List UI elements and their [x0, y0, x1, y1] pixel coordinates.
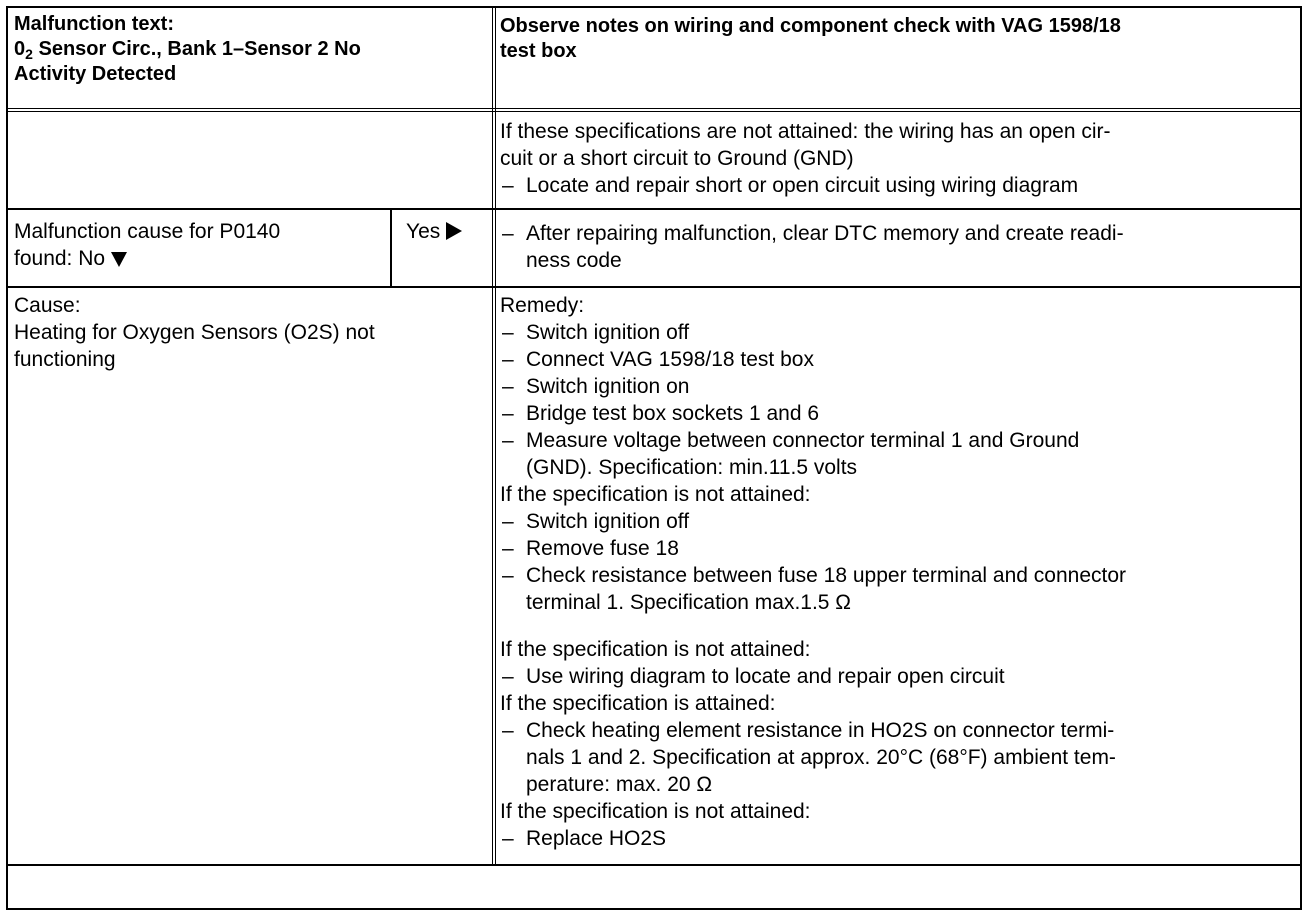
yes-branch: Yes — [406, 218, 490, 245]
spec-not-attained-block: If these specifications are not attained: the wiring has an open cir- cuit or a short circuit to Ground (GND) – Locate and repair short or open circuit using wiring diagram — [500, 118, 1300, 199]
remedy-step: – Replace HO2S — [500, 825, 1300, 852]
malfunction-code-line-3: Activity Detected — [14, 63, 177, 85]
remedy-step: – Bridge test box sockets 1 and 6 — [500, 400, 1300, 427]
arrow-right-icon — [446, 222, 462, 240]
remedy-step: – Switch ignition on — [500, 373, 1300, 400]
remedy-step: – Check resistance between fuse 18 upper terminal and connector — [500, 562, 1300, 589]
column-divider — [492, 8, 496, 866]
row-divider-bottom — [8, 864, 1300, 866]
remedy-step: – Connect VAG 1598/18 test box — [500, 346, 1300, 373]
row-divider-spec — [8, 208, 1300, 210]
observe-notes-header: Observe notes on wiring and component check with VAG 1598/18 test box — [500, 15, 1121, 62]
remedy-step: – Remove fuse 18 — [500, 535, 1300, 562]
header-divider — [8, 108, 1300, 112]
malfunction-text-label: Malfunction text: — [14, 13, 174, 35]
remedy-step: – Check heating element resistance in HO2S on connector termi- — [500, 717, 1300, 744]
cause-label: Cause: — [14, 294, 81, 317]
remedy-step: – Switch ignition off — [500, 319, 1300, 346]
malfunction-text-header — [14, 12, 488, 87]
remedy-block: Remedy: – Switch ignition off – Connect VAG 1598/18 test box – Switch ignition on – Bridge test box sockets 1 and 6 – Measure voltage between connector terminal 1 and Ground (GND). Specification: min.11.5 volts If the specification is not attained: – Switch ignition off – Remove fuse 18 – Check resistance between fuse 18 upper terminal and connector terminal 1. Specification max.1.5 Ω If the specification is not attained: – Use wiring diagram to locate and repair open circuit If the specification is attained: – Check heating element resistance in HO2S on connector termi- nals 1 and 2. Specification at approx. 20°C (68°F) ambient tem- perature: max. 20 Ω If the specification is not attained: – Replace HO2S — [500, 292, 1300, 852]
cause-block: Cause: Heating for Oxygen Sensors (O2S) not functioning — [14, 292, 488, 373]
yes-cell-divider — [390, 210, 392, 286]
row-divider-decision — [8, 286, 1300, 288]
diagnostic-table — [6, 6, 1302, 910]
remedy-step: – Measure voltage between connector terminal 1 and Ground — [500, 427, 1300, 454]
malfunction-code-line: $0_2$ Sensor Circ., Bank 1–Sensor 2 No — [14, 38, 361, 62]
remedy-label: Remedy: — [500, 294, 585, 317]
remedy-step: – Switch ignition off — [500, 508, 1300, 535]
remedy-step: – Use wiring diagram to locate and repair open circuit — [500, 663, 1300, 690]
after-repair-step: – After repairing malfunction, clear DTC memory and create readi- ness code — [500, 220, 1300, 274]
arrow-down-icon — [111, 252, 127, 267]
malfunction-cause-question: Malfunction cause for P0140 found: No — [14, 218, 384, 272]
found-no-line: found: No — [14, 245, 384, 272]
